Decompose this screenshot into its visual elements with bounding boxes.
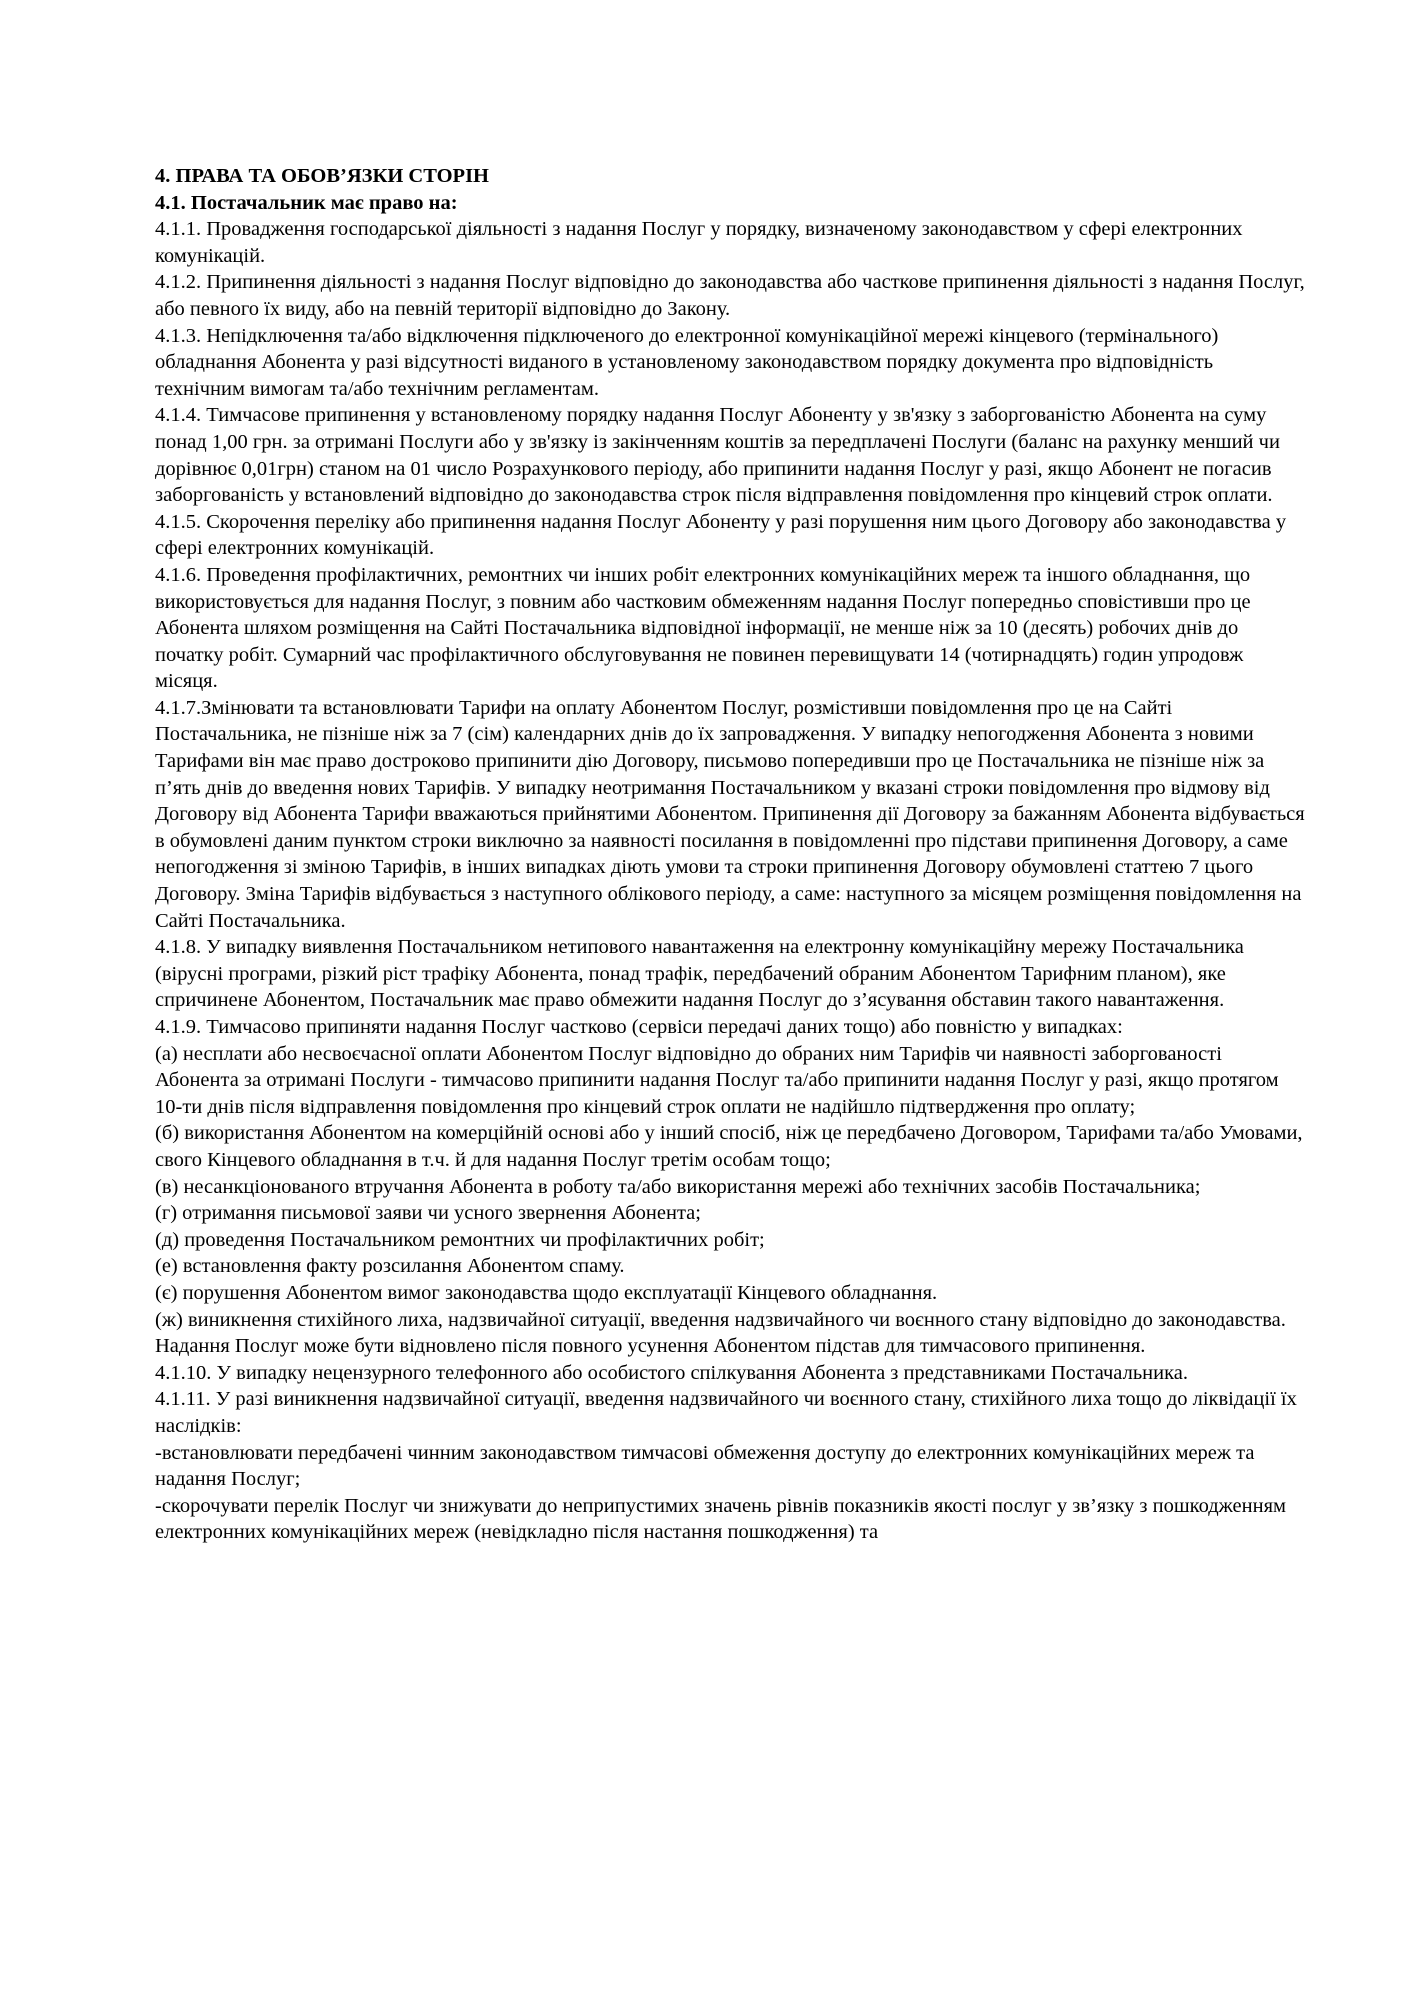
paragraph-4-1-2: 4.1.2. Припинення діяльності з надання Послуг відповідно до законодавства або часткове припинення діяльності з надання Послуг, або певного їх виду, або на певній території відповідно до Закону. bbox=[155, 271, 1305, 320]
paragraph-restore-note: Надання Послуг може бути відновлено після повного усунення Абонентом підстав для тимчасового припинення. bbox=[155, 1335, 1146, 1358]
paragraph-4-1-1: 4.1.1. Провадження господарської діяльності з надання Послуг у порядку, визначеному законодавством у сфері електронних комунікацій. bbox=[155, 218, 1243, 267]
paragraph-item-zh: (ж) виникнення стихійного лиха, надзвичайної ситуації, введення надзвичайного чи воєнного стану відповідно до законодавства. bbox=[155, 1308, 1286, 1331]
paragraph-item-d: (д) проведення Постачальником ремонтних чи профілактичних робіт; bbox=[155, 1228, 765, 1251]
paragraph-4-1-6: 4.1.6. Проведення профілактичних, ремонтних чи інших робіт електронних комунікаційних мереж та іншого обладнання, що використовується для надання Послуг, з повним або частковим обмеженням надання Послуг попередньо сповістивши про це Абонента шляхом розміщення на Сайті Постачальника відповідної інформації, не менше ніж за 10 (десять) робочих днів до початку робіт. Сумарний час профілактичного обслуговування не повинен перевищувати 14 (чотирнадцять) годин упродовж місяця. bbox=[155, 563, 1251, 693]
paragraph-item-h: (г) отримання письмової заяви чи усного звернення Абонента; bbox=[155, 1202, 701, 1225]
paragraph-4-1-4: 4.1.4. Тимчасове припинення у встановленому порядку надання Послуг Абоненту у зв'язку з заборгованістю Абонента на суму понад 1,00 грн. за отримані Послуги або у зв'язку із закінченням коштів за передплачені Послуги (баланс на рахунку менший чи дорівнює 0,01грн) станом на 01 число Розрахункового періоду, або припинити надання Послуг у разі, якщо Абонент не погасив заборгованість у встановлений відповідно до законодавства строк після відправлення повідомлення про кінцевий строк оплати. bbox=[155, 404, 1280, 507]
paragraph-4-1-9: 4.1.9. Тимчасово припиняти надання Послуг частково (сервіси передачі даних тощо) або повністю у випадках: bbox=[155, 1016, 1123, 1038]
paragraph-4-1-11: 4.1.11. У разі виникнення надзвичайної ситуації, введення надзвичайного чи воєнного стану, стихійного лиха тощо до ліквідації їх наслідків: bbox=[155, 1388, 1297, 1437]
contract-text-column bbox=[155, 163, 1305, 1546]
paragraph-4-1-7: 4.1.7.Змінювати та встановлювати Тарифи на оплату Абонентом Послуг, розмістивши повідомлення про це на Сайті Постачальника, не пізніше ніж за 7 (сім) календарних днів до їх запровадження. У випадку непогодження Абонента з новими Тарифами він має право достроково припинити дію Договору, письмово попередивши про це Постачальника не пізніше ніж за п’ять днів до введення нових Тарифів. У випадку неотримання Постачальником у вказані строки повідомлення про відмову від Договору від Абонента Тарифи вважаються прийнятими Абонентом. Припинення дії Договору за бажанням Абонента відбувається в обумовлені даним пунктом строки виключно за наявності посилання в повідомленні про підстави припинення Договору, а саме непогодження зі зміною Тарифів, в інших випадках діють умови та строки припинення Договору обумовлені статтею 7 цього Договору. Зміна Тарифів відбувається з наступного облікового періоду, а саме: наступного за місяцем розміщення повідомлення на Сайті Постачальника. bbox=[155, 696, 1305, 932]
paragraph-dash-item-1: -встановлювати передбачені чинним законодавством тимчасові обмеження доступу до електронних комунікаційних мереж та надання Послуг; bbox=[155, 1441, 1255, 1491]
paragraph-dash-item-2: -скорочувати перелік Послуг чи знижувати до неприпустимих значень рівнів показників якості послуг у зв’язку з пошкодженням електронних комунікаційних мереж (невідкладно після настання пошкодження) та bbox=[155, 1494, 1287, 1544]
paragraph-item-v: (в) несанкціонованого втручання Абонента в роботу та/або використання мережі або технічних засобів Постачальника; bbox=[155, 1175, 1201, 1198]
paragraph-item-a: (а) несплати або несвоєчасної оплати Абонентом Послуг відповідно до обраних ним Тарифів чи наявності заборгованості Абонента за отримані Послуги - тимчасово припинити надання Послуг та/або припинити надання Послуг у разі, якщо протягом 10-ти днів після відправлення повідомлення про кінцевий строк оплати не надійшло підтвердження про оплату; bbox=[155, 1042, 1279, 1118]
section-heading: 4. ПРАВА ТА ОБОВ’ЯЗКИ СТОРІН bbox=[155, 165, 490, 187]
subsection-heading: 4.1. Постачальник має право на: bbox=[155, 191, 458, 214]
paragraph-4-1-10: 4.1.10. У випадку нецензурного телефонного або особистого спілкування Абонента з представниками Постачальника. bbox=[155, 1361, 1188, 1384]
paragraph-item-ye: (є) порушення Абонентом вимог законодавства щодо експлуатації Кінцевого обладнання. bbox=[155, 1281, 938, 1304]
paragraph-4-1-5: 4.1.5. Скорочення переліку або припинення надання Послуг Абоненту у разі порушення ним цього Договору або законодавства у сфері електронних комунікацій. bbox=[155, 510, 1287, 560]
paragraph-4-1-8: 4.1.8. У випадку виявлення Постачальником нетипового навантаження на електронну комунікаційну мережу Постачальника (вірусні програми, різкий ріст трафіку Абонента, понад трафік, передбачений обраним Абонентом Тарифним планом), яке спричинене Абонентом, Постачальник має право обмежити надання Послуг до з’ясування обставин такого навантаження. bbox=[155, 936, 1244, 1012]
paragraph-item-e: (е) встановлення факту розсилання Абонентом спаму. bbox=[155, 1255, 625, 1278]
paragraph-item-b: (б) використання Абонентом на комерційній основі або у інший спосіб, ніж це передбачено Договором, Тарифами та/або Умовами, свого Кінцевого обладнання в т.ч. й для надання Послуг третім особам тощо; bbox=[155, 1122, 1303, 1171]
paragraph-4-1-3: 4.1.3. Непідключення та/або відключення підключеного до електронної комунікаційної мережі кінцевого (термінального) обладнання Абонента у разі відсутності виданого в установленому законодавством порядку документа про відповідність технічним вимогам та/або технічним регламентам. bbox=[155, 324, 1219, 400]
